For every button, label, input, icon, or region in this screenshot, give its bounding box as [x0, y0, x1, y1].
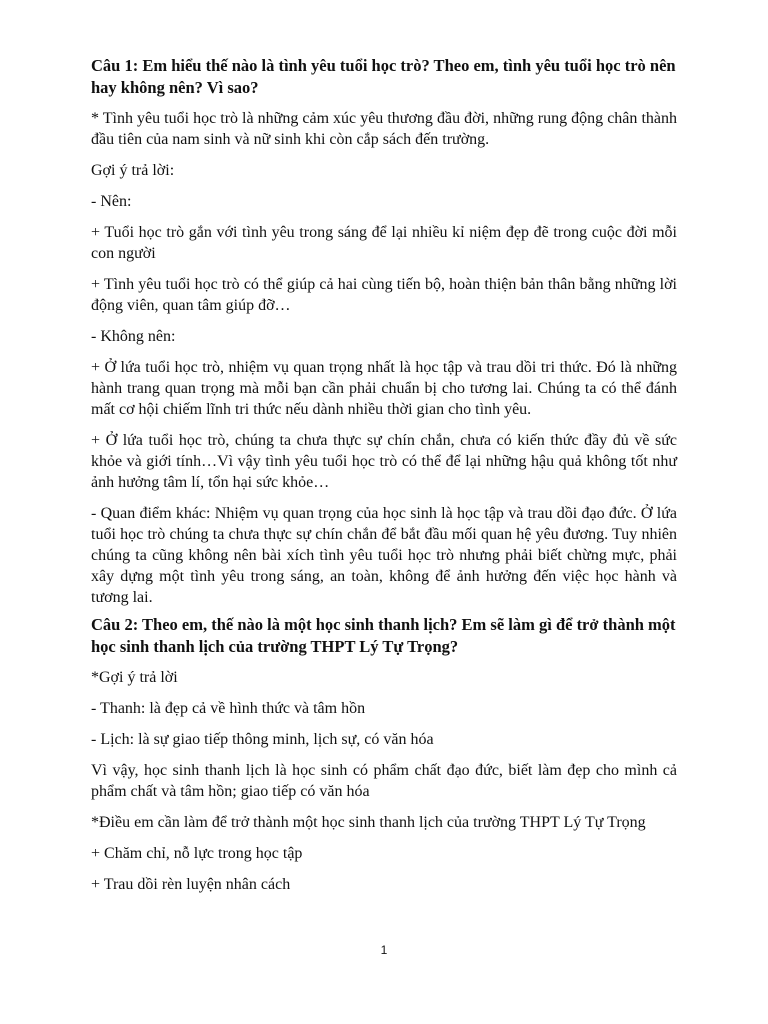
paragraph: - Quan điểm khác: Nhiệm vụ quan trọng của học sinh là học tập và trau dồi đạo đức. Ở lứa tuổi học trò chúng ta chưa thực sự chín chắn để bắt đầu mối quan hệ yêu đương. Tuy nhiên chúng ta cũng không nên bài xích tình yêu tuổi học trò nhưng phải biết chừng mực, phải xây dựng một tình yêu trong sáng, an toàn, không để ảnh hưởng đến việc học hành và tương lai. [91, 505, 677, 606]
paragraph: + Tuổi học trò gắn với tình yêu trong sáng để lại nhiều kỉ niệm đẹp đẽ trong cuộc đời mỗi con người [91, 224, 677, 262]
paragraph: - Thanh: là đẹp cả về hình thức và tâm hồn [91, 700, 366, 717]
question-2-heading: Câu 2: Theo em, thế nào là một học sinh thanh lịch? Em sẽ làm gì để trở thành một học sinh thanh lịch của trường THPT Lý Tự Trọng? [91, 615, 676, 656]
paragraph: * Tình yêu tuổi học trò là những cảm xúc yêu thương đầu đời, những rung động chân thành đầu tiên của nam sinh và nữ sinh khi còn cắp sách đến trường. [91, 110, 677, 148]
paragraph: + Tình yêu tuổi học trò có thể giúp cả hai cùng tiến bộ, hoàn thiện bản thân bằng những lời động viên, quan tâm giúp đỡ… [91, 276, 677, 314]
page-number: 1 [380, 943, 388, 957]
paragraph: - Không nên: [91, 328, 176, 345]
question-1-heading: Câu 1: Em hiểu thế nào là tình yêu tuổi học trò? Theo em, tình yêu tuổi học trò nên hay không nên? Vì sao? [91, 56, 676, 97]
paragraph: + Ở lứa tuổi học trò, chúng ta chưa thực sự chín chắn, chưa có kiến thức đầy đủ về sức khỏe và giới tính…Vì vậy tình yêu tuổi học trò có thể để lại những hậu quả không tốt như ảnh hưởng tâm lí, tổn hại sức khỏe… [91, 432, 677, 491]
paragraph: *Gợi ý trả lời [91, 669, 178, 686]
paragraph: + Trau dồi rèn luyện nhân cách [91, 876, 291, 893]
paragraph: + Ở lứa tuổi học trò, nhiệm vụ quan trọng nhất là học tập và trau dồi tri thức. Đó là những hành trang quan trọng mà mỗi bạn cần phải chuẩn bị cho tương lai. Chúng ta có thể đánh mất cơ hội chiếm lĩnh tri thức nếu dành nhiều thời gian cho tình yêu. [91, 359, 677, 418]
paragraph: - Nên: [91, 193, 132, 210]
paragraph: *Điều em cần làm để trở thành một học sinh thanh lịch của trường THPT Lý Tự Trọng [91, 814, 646, 831]
paragraph: Gợi ý trả lời: [91, 162, 175, 179]
paragraph: Vì vậy, học sinh thanh lịch là học sinh có phẩm chất đạo đức, biết làm đẹp cho mình cả phẩm chất và tâm hồn; giao tiếp có văn hóa [91, 762, 677, 800]
paragraph: + Chăm chỉ, nỗ lực trong học tập [91, 845, 303, 862]
paragraph: - Lịch: là sự giao tiếp thông minh, lịch sự, có văn hóa [91, 731, 434, 748]
